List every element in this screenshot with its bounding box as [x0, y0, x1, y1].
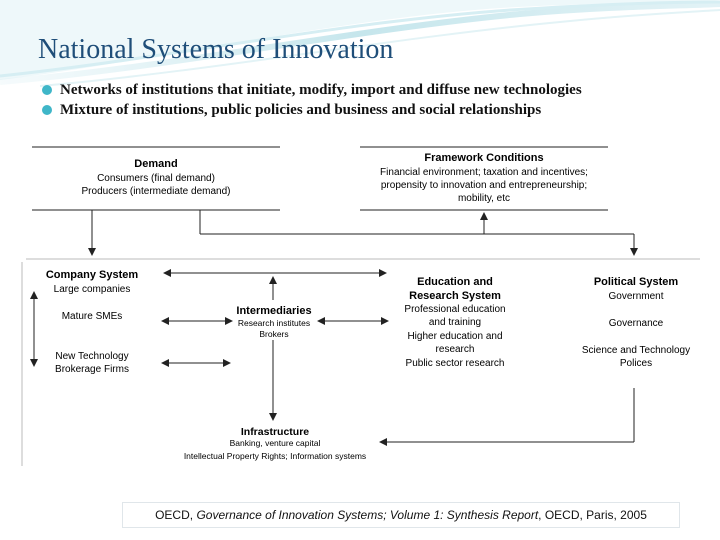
education-line: and training — [428, 317, 482, 328]
citation-publisher: , OECD, Paris, 2005 — [538, 508, 647, 522]
framework-line: propensity to innovation and entrepreneurship; — [380, 180, 588, 191]
infrastructure-title: Infrastructure — [240, 426, 310, 438]
education-line: Professional education — [404, 304, 506, 315]
citation-author: OECD, — [155, 508, 197, 522]
education-line: Public sector research — [405, 358, 505, 369]
company-line: New Technology — [55, 351, 129, 362]
framework-line: Financial environment; taxation and incentives; — [380, 167, 588, 178]
political-line: Government — [608, 291, 664, 302]
slide-title: National Systems of Innovation — [38, 34, 394, 65]
framework-line: mobility, etc — [457, 193, 511, 204]
bullet-text: Mixture of institutions, public policies and business and social relationships — [60, 102, 542, 118]
political-line: Polices — [619, 358, 653, 369]
framework-title: Framework Conditions — [424, 152, 544, 164]
intermediaries-title: Intermediaries — [236, 305, 312, 317]
education-title: Education and — [417, 276, 493, 288]
political-title: Political System — [593, 276, 679, 288]
education-line: research — [435, 344, 475, 355]
intermediaries-line: Research institutes — [237, 318, 311, 328]
bullet-text: Networks of institutions that initiate, modify, import and diffuse new technologies — [60, 82, 582, 98]
infrastructure-line: Banking, venture capital — [229, 438, 321, 448]
company-line: Brokerage Firms — [55, 364, 129, 375]
company-line: Large companies — [53, 284, 131, 295]
demand-title: Demand — [134, 158, 178, 170]
demand-line: Consumers (final demand) — [97, 173, 215, 184]
political-line: Governance — [608, 318, 664, 329]
company-line: Mature SMEs — [61, 311, 123, 322]
infrastructure-line: Intellectual Property Rights; Information systems — [183, 451, 367, 461]
education-title-2: Research System — [409, 290, 501, 302]
education-line: Higher education and — [407, 331, 503, 342]
company-title: Company System — [45, 269, 139, 281]
political-line: Science and Technology — [581, 345, 691, 356]
citation-report-title: Governance of Innovation Systems; Volume 1: Synthesis Report — [196, 508, 539, 522]
intermediaries-line: Brokers — [259, 329, 289, 339]
source-citation — [122, 502, 680, 528]
demand-line: Producers (intermediate demand) — [81, 186, 231, 197]
